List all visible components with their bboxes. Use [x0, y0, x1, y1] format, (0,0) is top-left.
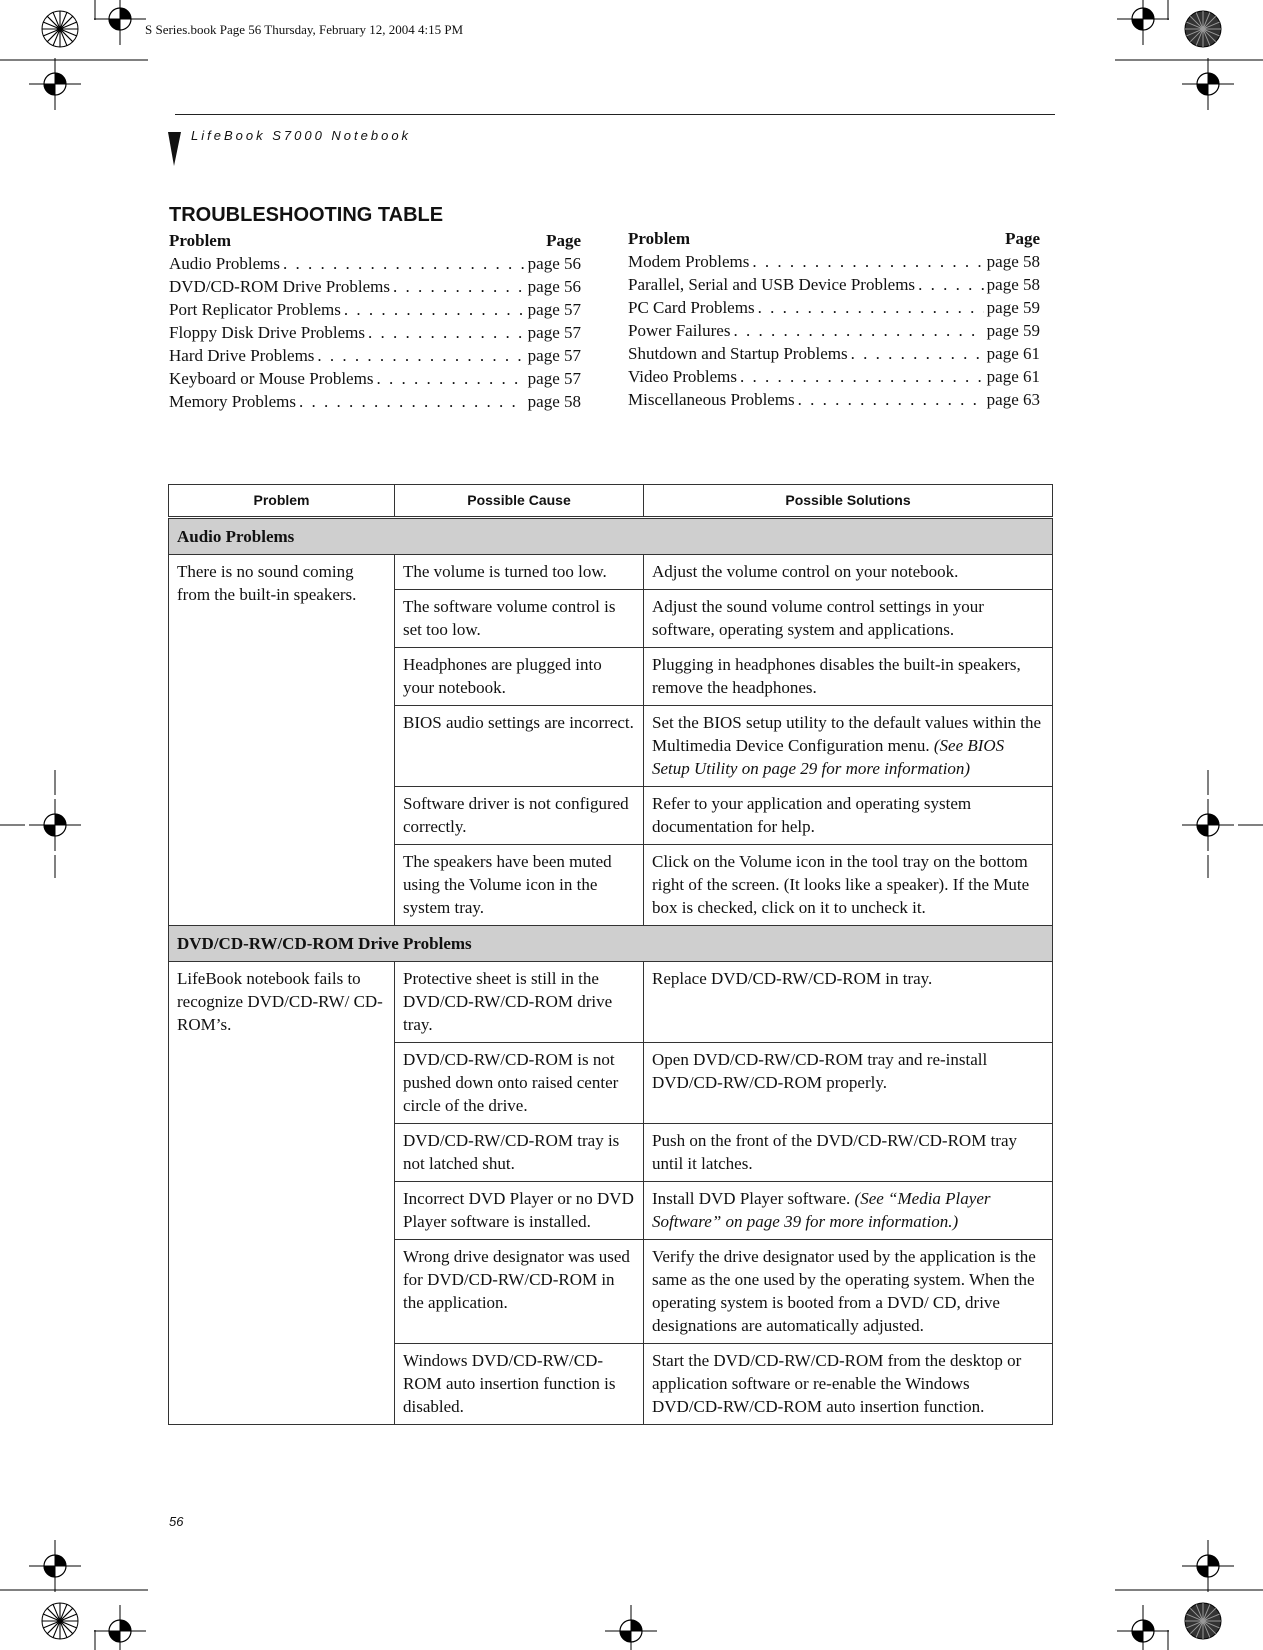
- solution-cell: [644, 1124, 1053, 1182]
- toc-entry-label: Shutdown and Startup Problems: [628, 344, 848, 363]
- solution-text: Start the DVD/CD-RW/CD-ROM from the desktop or application software or re-enable the Windows DVD/CD-RW/CD-ROM auto insertion function.: [652, 1351, 1022, 1416]
- table-header-row: [169, 485, 1053, 518]
- leader-dots: [851, 342, 984, 365]
- solution-cell: [644, 845, 1053, 926]
- toc-entry-page: page 57: [527, 300, 581, 319]
- solution-text: Plugging in headphones disables the built-in speakers, remove the headphones.: [652, 655, 1021, 697]
- toc-page-heading: Page: [546, 231, 581, 250]
- leader-dots: [317, 344, 524, 367]
- toc-entry-label: PC Card Problems: [628, 298, 755, 317]
- solution-cell: [644, 706, 1053, 787]
- section-title-dvd: DVD/CD-RW/CD-ROM Drive Problems: [169, 926, 1053, 962]
- toc-entry-page: page 61: [986, 344, 1040, 363]
- solution-cell: [644, 590, 1053, 648]
- file-header: S Series.book Page 56 Thursday, February 12, 2004 4:15 PM: [145, 22, 464, 37]
- solution-text: Push on the front of the DVD/CD-RW/CD-ROM tray until it latches.: [652, 1131, 1018, 1173]
- solution-cell: [644, 1240, 1053, 1344]
- cause-cell: DVD/CD-RW/CD-ROM is not pushed down onto raised center circle of the drive.: [395, 1043, 644, 1124]
- cause-cell: Protective sheet is still in the DVD/CD-RW/CD-ROM drive tray.: [395, 962, 644, 1043]
- leader-dots: [283, 252, 525, 275]
- toc-entry-page: page 58: [527, 392, 581, 411]
- toc-entry[interactable]: [628, 296, 1040, 319]
- solution-cell: [644, 648, 1053, 706]
- solution-text: Adjust the sound volume control settings in your software, operating system and applications.: [652, 597, 984, 639]
- toc-entry[interactable]: [169, 321, 581, 344]
- problem-cell: LifeBook notebook fails to recognize DVD/CD-RW/ CD-ROM’s.: [169, 962, 395, 1425]
- solution-cell: [644, 1043, 1053, 1124]
- toc-header: [628, 227, 1040, 250]
- toc-entry-label: Parallel, Serial and USB Device Problems: [628, 275, 916, 294]
- toc-problem-heading: Problem: [169, 231, 232, 250]
- leader-dots: [798, 388, 984, 411]
- solution-text: Install DVD Player software.: [652, 1189, 851, 1208]
- toc-header: [169, 229, 581, 252]
- toc-entry-label: Hard Drive Problems: [169, 346, 315, 365]
- section-title-audio: Audio Problems: [169, 518, 1053, 555]
- toc-entry-label: Audio Problems: [169, 254, 280, 273]
- toc-entry-page: page 59: [986, 298, 1040, 317]
- toc-entry-page: page 56: [527, 277, 581, 296]
- leader-dots: [344, 298, 525, 321]
- solution-cell: [644, 787, 1053, 845]
- toc-entry-page: page 58: [986, 252, 1040, 271]
- toc-entry[interactable]: [628, 319, 1040, 342]
- table-row: [169, 962, 1053, 1043]
- leader-dots: [758, 296, 984, 319]
- toc-entry[interactable]: [169, 298, 581, 321]
- toc-problem-heading: Problem: [628, 229, 691, 248]
- leader-dots: [752, 250, 983, 273]
- toc-entry-label: Port Replicator Problems: [169, 300, 341, 319]
- toc-entry[interactable]: [169, 275, 581, 298]
- toc-right-column: [628, 227, 1040, 411]
- page-number: 56: [169, 1514, 184, 1529]
- toc-entry-label: Modem Problems: [628, 252, 750, 271]
- toc-entry[interactable]: [169, 344, 581, 367]
- toc-entry[interactable]: [628, 388, 1040, 411]
- solution-text: Verify the drive designator used by the application is the same as the one used by the operating system. When the operating system is booted from a DVD/ CD, drive designations are automatically adjusted.: [652, 1247, 1036, 1335]
- toc-left-column: [169, 229, 581, 413]
- column-header-problem: Problem: [169, 485, 395, 518]
- solution-text: Set the BIOS setup utility to the default values within the Multimedia Device Configuration menu.: [652, 713, 1042, 755]
- toc-entry-label: DVD/CD-ROM Drive Problems: [169, 277, 390, 296]
- solution-cross-reference[interactable]: (See “Media Player Software” on page 39 for more information.): [652, 1189, 991, 1231]
- table-row: [169, 555, 1053, 590]
- leader-dots: [918, 273, 984, 296]
- toc-entry-label: Video Problems: [628, 367, 737, 386]
- cause-cell: The volume is turned too low.: [395, 555, 644, 590]
- problem-cell: There is no sound coming from the built-in speakers.: [169, 555, 395, 926]
- toc-entry-page: page 56: [527, 254, 581, 273]
- section-row: [169, 926, 1053, 962]
- toc-entry-page: page 63: [986, 390, 1040, 409]
- cause-cell: BIOS audio settings are incorrect.: [395, 706, 644, 787]
- toc-entry-label: Memory Problems: [169, 392, 297, 411]
- toc-entry-label: Power Failures: [628, 321, 731, 340]
- solution-text: Click on the Volume icon in the tool tray on the bottom right of the screen. (It looks like a speaker). If the Mute box is checked, click on it to uncheck it.: [652, 852, 1030, 917]
- toc-entry[interactable]: [628, 342, 1040, 365]
- section-row: [169, 518, 1053, 555]
- column-header-solutions: Possible Solutions: [644, 485, 1053, 518]
- toc-entry[interactable]: [628, 365, 1040, 388]
- toc-entry[interactable]: [628, 250, 1040, 273]
- solution-text: Refer to your application and operating system documentation for help.: [652, 794, 972, 836]
- toc-entry-page: page 58: [986, 275, 1040, 294]
- solution-cell: [644, 1182, 1053, 1240]
- leader-dots: [299, 390, 525, 413]
- column-header-cause: Possible Cause: [395, 485, 644, 518]
- toc-entry[interactable]: [169, 390, 581, 413]
- header-rule: [175, 114, 1055, 115]
- cause-cell: Incorrect DVD Player or no DVD Player software is installed.: [395, 1182, 644, 1240]
- solution-text: Open DVD/CD-RW/CD-ROM tray and re-install DVD/CD-RW/CD-ROM properly.: [652, 1050, 988, 1092]
- troubleshooting-table: [168, 484, 1053, 1425]
- leader-dots: [733, 319, 983, 342]
- toc-entry[interactable]: [169, 367, 581, 390]
- toc-title: TROUBLESHOOTING TABLE: [169, 204, 444, 226]
- toc-entry-label: Floppy Disk Drive Problems: [169, 323, 365, 342]
- solution-cross-reference[interactable]: (See BIOS Setup Utility on page 29 for more information): [652, 736, 1005, 778]
- leader-dots: [740, 365, 984, 388]
- toc-page-heading: Page: [1005, 229, 1040, 248]
- solution-cell: [644, 555, 1053, 590]
- toc-entry[interactable]: [169, 252, 581, 275]
- solution-cell: [644, 962, 1053, 1043]
- toc-entry-page: page 57: [527, 346, 581, 365]
- cause-cell: Wrong drive designator was used for DVD/CD-RW/CD-ROM in the application.: [395, 1240, 644, 1344]
- cause-cell: Headphones are plugged into your notebook.: [395, 648, 644, 706]
- leader-dots: [393, 275, 525, 298]
- toc-entry[interactable]: [628, 273, 1040, 296]
- header-wedge: [168, 132, 181, 166]
- cause-cell: Windows DVD/CD-RW/CD-ROM auto insertion function is disabled.: [395, 1344, 644, 1425]
- leader-dots: [376, 367, 524, 390]
- toc-entry-label: Miscellaneous Problems: [628, 390, 795, 409]
- solution-text: Adjust the volume control on your notebook.: [652, 562, 959, 581]
- solution-cell: [644, 1344, 1053, 1425]
- toc-entry-page: page 59: [986, 321, 1040, 340]
- toc-entry-label: Keyboard or Mouse Problems: [169, 369, 374, 388]
- leader-dots: [368, 321, 525, 344]
- cause-cell: Software driver is not configured correctly.: [395, 787, 644, 845]
- running-head: LifeBook S7000 Notebook: [191, 128, 412, 143]
- toc-entry-page: page 57: [527, 369, 581, 388]
- solution-text: Replace DVD/CD-RW/CD-ROM in tray.: [652, 969, 933, 988]
- cause-cell: DVD/CD-RW/CD-ROM tray is not latched shut.: [395, 1124, 644, 1182]
- toc-entry-page: page 57: [527, 323, 581, 342]
- cause-cell: The speakers have been muted using the Volume icon in the system tray.: [395, 845, 644, 926]
- toc-entry-page: page 61: [986, 367, 1040, 386]
- cause-cell: The software volume control is set too low.: [395, 590, 644, 648]
